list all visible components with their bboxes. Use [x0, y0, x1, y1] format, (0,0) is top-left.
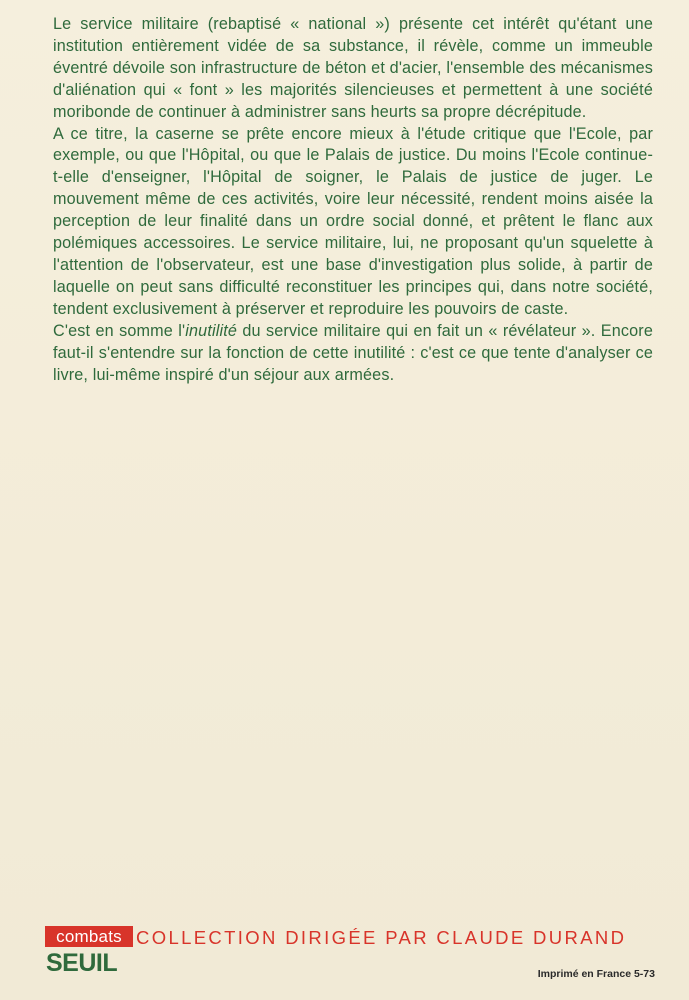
collection-director-line: COLLECTION DIRIGÉE PAR CLAUDE DURAND: [136, 927, 627, 948]
blurb-text: [53, 14, 653, 386]
blurb-paragraph-2: A ce titre, la caserne se prête encore mieux à l'étude critique que l'Ecole, par exemple, ou que l'Hôpital, ou que le Palais de justice. Du moins l'Ecole continue-t-elle d'enseigner, l'Hôpital de soigner, le Palais de justice de juger. Le mouvement même de ces activités, voire leur nécessité, rendent moins aisée la perception de leur finalité dans un ordre social donné, et prêtent le flanc aux polémiques accessoires. Le service militaire, lui, ne proposant qu'un squelette à l'attention de l'observateur, est une base d'investigation plus solide, à partir de laquelle on peut sans difficulté reconstituer les principes qui, dans notre société, tendent exclusivement à préserver et reproduire les pouvoirs de caste.: [53, 124, 653, 318]
blurb-paragraph-1: Le service militaire (rebaptisé « national ») présente cet intérêt qu'étant une institution entièrement vidée de sa substance, il révèle, comme un immeuble éventré dévoile son infrastructure de béton et d'acier, l'ensemble des mécanismes d'aliénation qui « font » les majorités silencieuses et permettent à une société moribonde de continuer à administrer sans heurts sa propre décrépitude.: [53, 15, 653, 121]
publisher-logo-seuil: SEUIL: [46, 949, 118, 977]
printing-imprint: Imprimé en France 5-73: [537, 968, 655, 980]
series-label-combats: combats: [45, 926, 133, 947]
blurb-paragraph-3-end: du service militaire qui en fait un « révélateur ». Encore faut-il s'entendre sur la fonction de cette inutilité : c'est ce que tente d'analyser ce livre, lui-même inspiré d'un séjour aux armées.: [53, 321, 653, 384]
blurb-paragraph-3-start: C'est en somme l': [53, 321, 186, 340]
blurb-paragraph-3: [53, 321, 653, 387]
publisher-footer: [45, 926, 655, 986]
blurb-emphasis-inutilite: inutilité: [185, 321, 238, 340]
